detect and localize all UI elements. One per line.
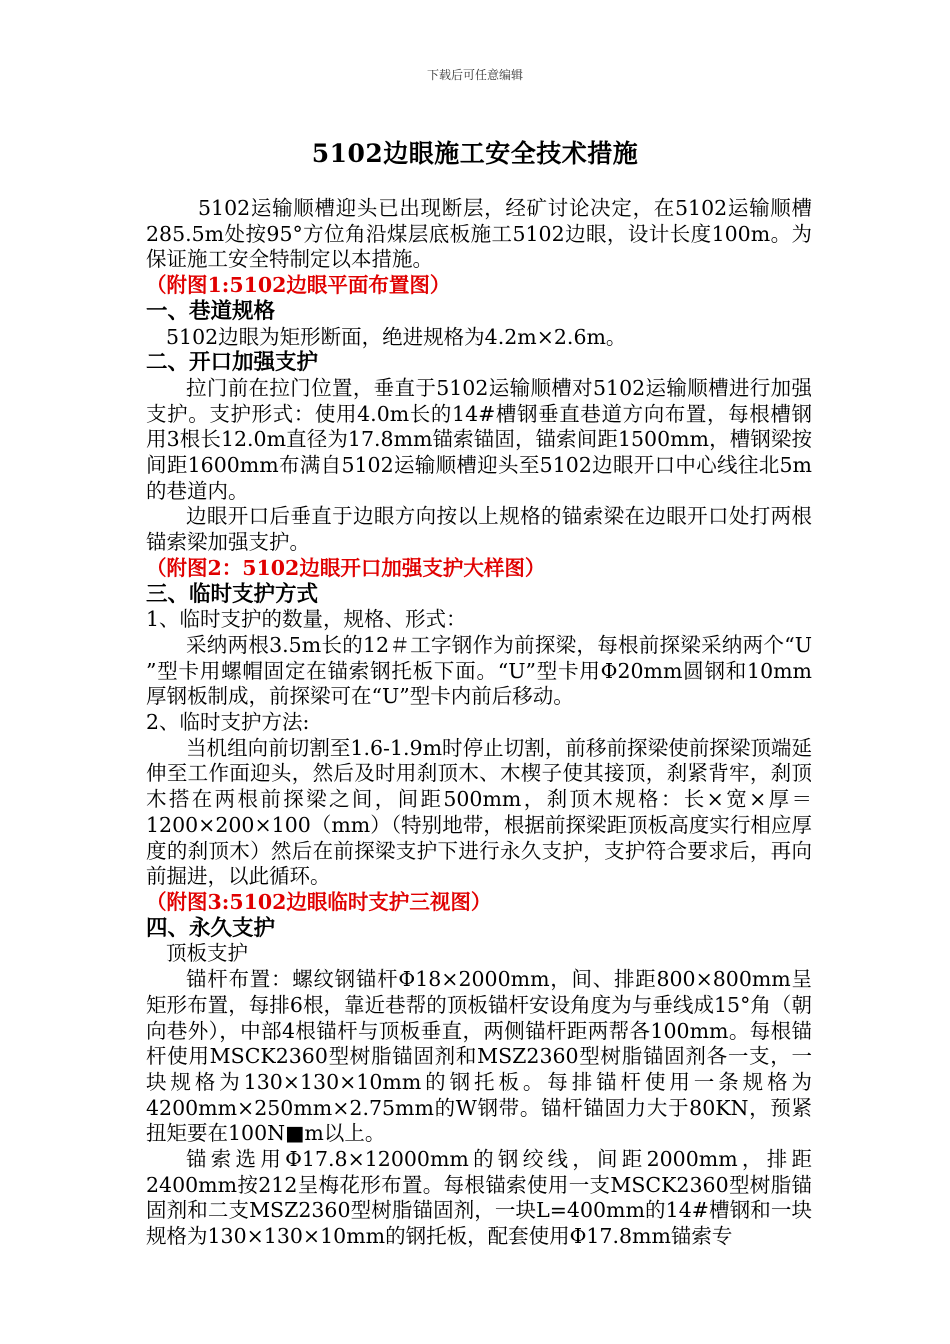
- section-1-heading: 一、巷道规格: [146, 298, 276, 324]
- section-4-heading: 四、永久支护: [146, 915, 276, 941]
- section-2-paragraph-1: 拉门前在拉门位置，垂直于5102运输顺槽对5102运输顺槽进行加强支护。支护形式：使用4.0m长的14#槽钢垂直巷道方向布置，每根槽钢用3根长12.0m直径为17.8mm锚索锚固，锚索间距1500mm，槽钢梁按间距1600mm布满自5102运输顺槽迎头至5102边眼开口中心线往北5m的巷道内。: [146, 375, 812, 503]
- page-header-note: 下载后可任意编辑: [426, 68, 523, 82]
- intro-paragraph: 5102运输顺槽迎头已出现断层，经矿讨论决定，在5102运输顺槽285.5m处按95°方位角沿煤层底板施工5102边眼，设计长度100m。为保证施工安全特制定以本措施。: [146, 196, 812, 272]
- figure-caption-2: （附图2：5102边眼开口加强支护大样图）: [146, 555, 546, 580]
- section-2-heading: 二、开口加强支护: [146, 350, 319, 376]
- figure-caption-3: （附图3:5102边眼临时支护三视图）: [146, 889, 492, 914]
- figure-caption-1: （附图1:5102边眼平面布置图）: [146, 273, 451, 298]
- document-title: 5102边眼施工安全技术措施: [311, 139, 639, 168]
- section-2-paragraph-2: 边眼开口后垂直于边眼方向按以上规格的锚索梁在边眼开口处打两根锚索梁加强支护。: [146, 504, 812, 555]
- section-4-paragraph-1: 锚杆布置：螺纹钢锚杆Φ18×2000mm，间、排距800×800mm呈矩形布置，每排6根，靠近巷帮的顶板锚杆安设角度为与垂线成15°角（朝向巷外），中部4根锚杆与顶板垂直，两侧锚杆距两帮各100mm。每根锚杆使用MSCK2360型树脂锚固剂和MSZ2360型树脂锚固剂各一支，一块规格为130×130×10mm的钢托板。每排锚杆使用一条规格为4200mm×250mm×2.75mm的W钢带。锚杆锚固力大于80KN，预紧扭矩要在100N■m以上。: [146, 967, 812, 1146]
- section-4-paragraph-2: 锚索选用Φ17.8×12000mm的钢绞线，间距2000mm，排距2400mm按212呈梅花形布置。每根锚索使用一支MSCK2360型树脂锚固剂和二支MSZ2360型树脂锚固剂，一块L=400mm的14#槽钢和一块规格为130×130×10mm的钢托板，配套使用Φ17.8mm锚索专: [146, 1147, 812, 1249]
- section-3-subheading-1: 1、临时支护的数量，规格、形式：: [146, 607, 467, 632]
- document-body: [146, 196, 812, 1250]
- section-4-subheading-1: 顶板支护: [166, 941, 248, 966]
- section-3-paragraph-1: 采纳两根3.5m长的12＃工字钢作为前探梁，每根前探梁采纳两个“U ”型卡用螺帽固定在锚索钢托板下面。“U”型卡用Φ20mm圆钢和10mm厚钢板制成，前探梁可在“U”型卡内前后移动。: [146, 632, 812, 709]
- section-3-paragraph-2: 当机组向前切割至1.6-1.9m时停止切割，前移前探梁使前探梁顶端延伸至工作面迎头，然后及时用刹顶木、木楔子使其接顶，刹紧背牢，刹顶木搭在两根前探梁之间，间距500mm，刹顶木规格：长×宽×厚＝1200×200×100（mm）（特别地带，根据前探梁距顶板高度实行相应厚度的刹顶木）然后在前探梁支护下进行永久支护，支护符合要求后，再向前掘进，以此循环。: [146, 735, 812, 889]
- section-3-subheading-2: 2、临时支护方法:: [146, 710, 310, 735]
- section-1-paragraph: 5102边眼为矩形断面，绝进规格为4.2m×2.6m。: [166, 324, 627, 349]
- section-3-heading: 三、临时支护方式: [146, 581, 319, 607]
